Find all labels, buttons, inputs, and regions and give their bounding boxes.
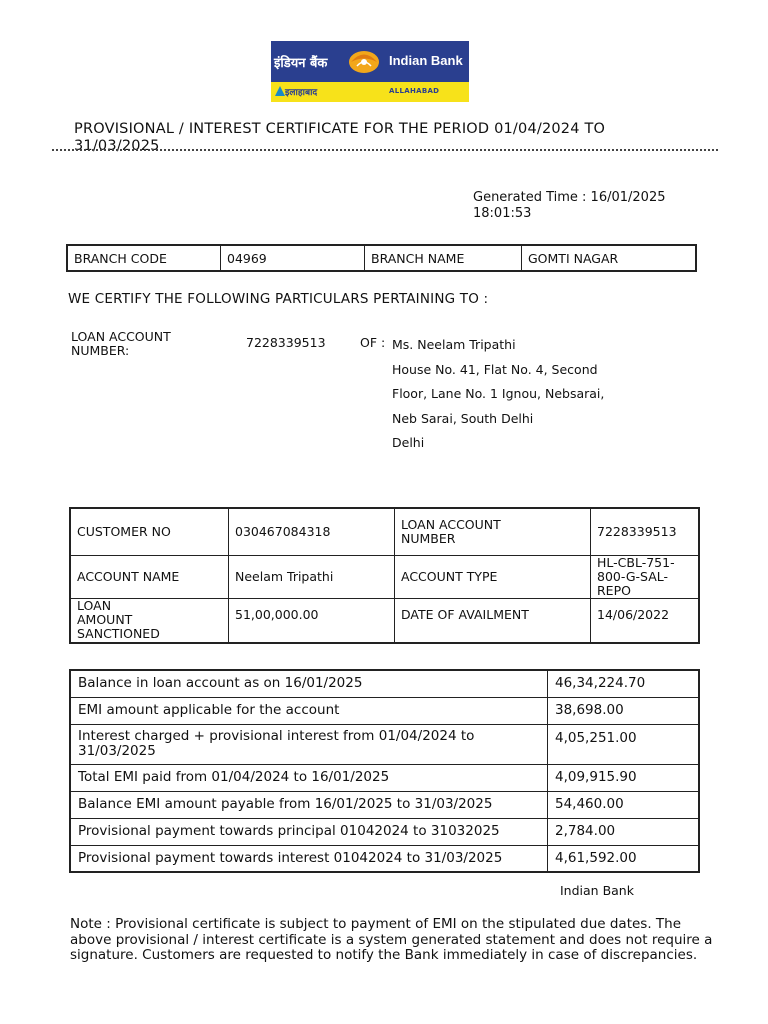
table-cell: 4,61,592.00 xyxy=(548,845,700,872)
table-cell: DATE OF AVAILMENT xyxy=(395,598,591,643)
footnote: Note : Provisional certificate is subject to payment of EMI on the stipulated due dates. The above provisional / interest certificate is a system generated statement and does not require a signature. Customers are requested to notify the Bank immediately in case of discrepancies. xyxy=(70,916,713,963)
table-row xyxy=(70,598,699,643)
branch-table xyxy=(66,244,697,272)
branch-name-value: GOMTI NAGAR xyxy=(522,245,697,271)
table-row xyxy=(70,764,699,791)
table-cell: CUSTOMER NO xyxy=(70,508,229,555)
triangle-icon xyxy=(275,86,285,96)
generated-time: Generated Time : 16/01/2025 18:01:53 xyxy=(473,190,666,221)
loan-account-value: 7228339513 xyxy=(246,335,326,350)
table-cell: Interest charged + provisional interest from 01/04/2024 to 31/03/2025 xyxy=(70,724,548,764)
address-line: Delhi xyxy=(392,435,425,450)
table-cell: ACCOUNT NAME xyxy=(70,555,229,598)
balance-summary-table xyxy=(69,669,700,873)
table-cell: 2,784.00 xyxy=(548,818,700,845)
dotted-divider xyxy=(52,149,718,151)
bank-logo xyxy=(271,41,469,102)
address-line: Floor, Lane No. 1 Ignou, Nebsarai, xyxy=(392,386,605,401)
table-row xyxy=(67,245,696,271)
table-row xyxy=(70,555,699,598)
logo-hindi-name: इंडियन बैंक xyxy=(274,56,328,71)
address-line: House No. 41, Flat No. 4, Second xyxy=(392,361,598,377)
table-cell: 51,00,000.00 xyxy=(229,598,395,643)
branch-code-value: 04969 xyxy=(221,245,365,271)
table-row xyxy=(70,670,699,697)
branch-name-label: BRANCH NAME xyxy=(365,245,522,271)
table-cell: Balance EMI amount payable from 16/01/2025 to 31/03/2025 xyxy=(70,791,548,818)
of-label: OF : xyxy=(360,335,386,350)
table-cell: 46,34,224.70 xyxy=(548,670,700,697)
certify-statement: WE CERTIFY THE FOLLOWING PARTICULARS PERTAINING TO : xyxy=(68,291,489,307)
table-cell: 4,09,915.90 xyxy=(548,764,700,791)
customer-details-table xyxy=(69,507,700,644)
table-cell: EMI amount applicable for the account xyxy=(70,697,548,724)
table-cell: ACCOUNT TYPE xyxy=(395,555,591,598)
logo-sub-left: इलाहाबाद xyxy=(285,88,318,98)
certificate-title: PROVISIONAL / INTEREST CERTIFICATE FOR THE PERIOD 01/04/2024 TO 31/03/2025 xyxy=(74,121,606,154)
table-cell: Total EMI paid from 01/04/2024 to 16/01/2025 xyxy=(70,764,548,791)
table-cell: 38,698.00 xyxy=(548,697,700,724)
table-row xyxy=(70,845,699,872)
table-cell: 54,460.00 xyxy=(548,791,700,818)
table-cell: LOAN ACCOUNT NUMBER xyxy=(395,508,591,555)
table-cell: LOAN AMOUNT SANCTIONED xyxy=(70,598,229,643)
loan-account-label: LOAN ACCOUNT NUMBER: xyxy=(71,329,171,358)
branch-code-label: BRANCH CODE xyxy=(67,245,221,271)
address-line: Ms. Neelam Tripathi xyxy=(392,337,516,352)
table-row xyxy=(70,791,699,818)
table-cell: 4,05,251.00 xyxy=(548,724,700,764)
table-cell: Balance in loan account as on 16/01/2025 xyxy=(70,670,548,697)
table-cell: 14/06/2022 xyxy=(591,598,700,643)
table-cell: HL-CBL-751-800-G-SAL- REPO xyxy=(591,555,700,598)
logo-sub-right: ALLAHABAD xyxy=(389,87,440,95)
signatory: Indian Bank xyxy=(560,883,634,898)
customer-address xyxy=(392,333,632,456)
table-row xyxy=(70,818,699,845)
table-row xyxy=(70,697,699,724)
table-row xyxy=(70,724,699,764)
address-line: Neb Sarai, South Delhi xyxy=(392,410,534,426)
shell-emblem-icon xyxy=(347,49,381,75)
logo-yellow-bar xyxy=(271,82,469,102)
table-cell: 030467084318 xyxy=(229,508,395,555)
table-row xyxy=(70,508,699,555)
table-cell: 7228339513 xyxy=(591,508,700,555)
logo-english-name: Indian Bank xyxy=(389,53,463,68)
table-cell: Provisional payment towards interest 01042024 to 31/03/2025 xyxy=(70,845,548,872)
table-cell: Provisional payment towards principal 01042024 to 31032025 xyxy=(70,818,548,845)
table-cell: Neelam Tripathi xyxy=(229,555,395,598)
